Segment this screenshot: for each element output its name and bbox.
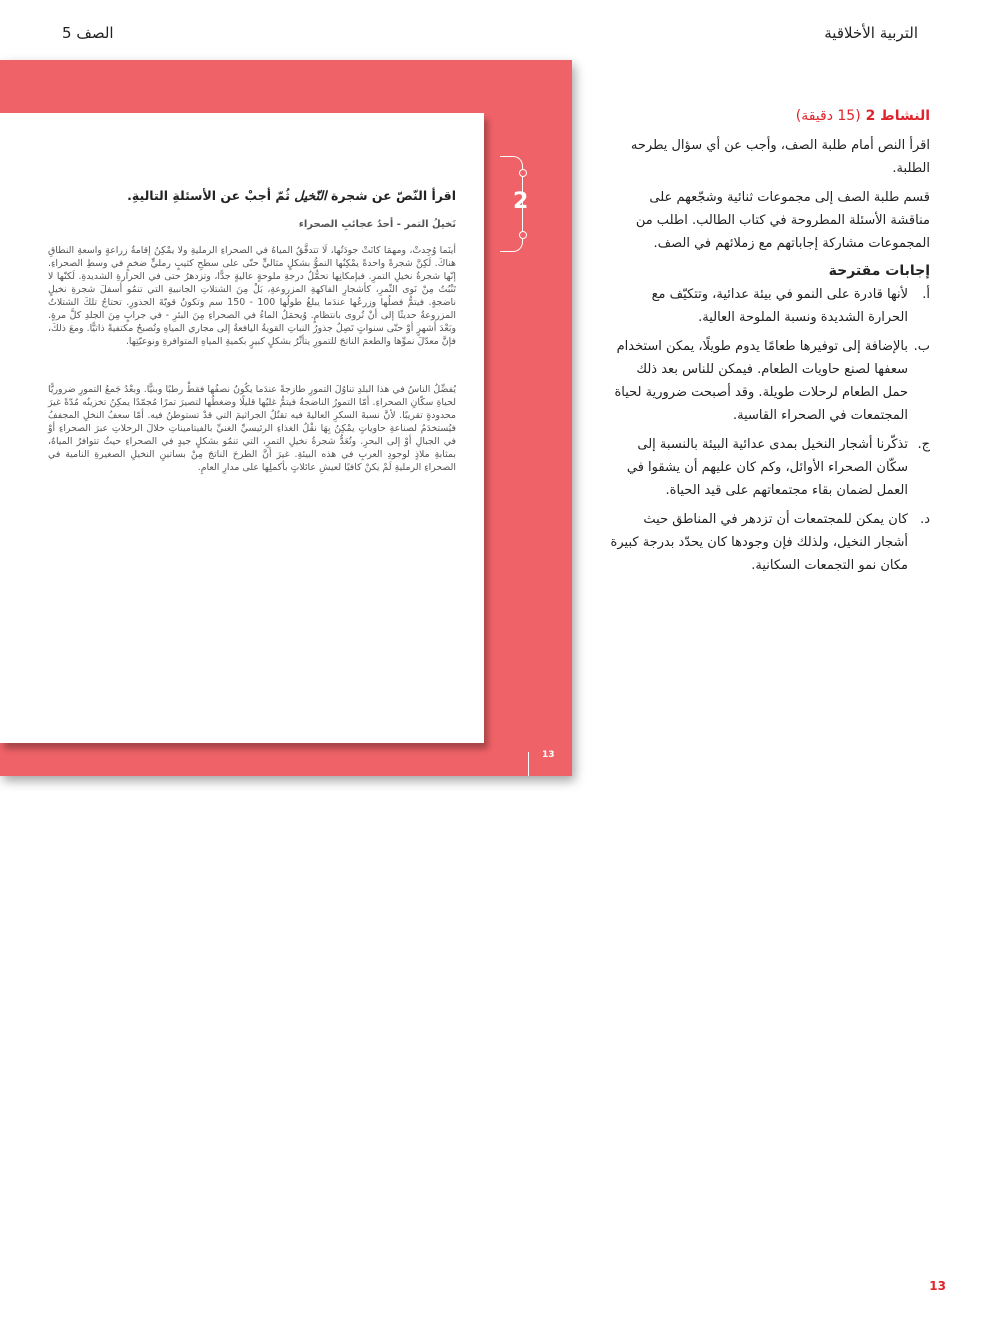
activity-title: النشاط 2 (15 دقيقة) <box>795 108 930 124</box>
title-emphasis: النّخيل <box>294 188 327 203</box>
activity-duration: (15 دقيقة) <box>795 108 861 124</box>
book-page-title: اقرأ النّصّ عن شجرة النّخيل ثُمّ أجبْ عن الأسئلةِ التاليةِ. <box>127 188 456 203</box>
answer-letter: د. <box>920 512 930 527</box>
answers-heading: إجابات مقترحة <box>828 263 930 279</box>
book-page-subtitle: نَخيلُ التمر - أحدُ عجائبِ الصحراء <box>298 219 456 230</box>
answer-item <box>608 335 930 427</box>
teacher-guide-column <box>608 108 930 583</box>
answer-item <box>608 508 930 577</box>
lesson-number: 2 <box>513 189 529 214</box>
page-number: 13 <box>929 1279 946 1293</box>
answer-item <box>608 283 930 329</box>
answer-text: تذكّرنا أشجار النخيل بمدى عدائية البيئة بالنسبة إلى سكّان الصحراء الأوائل، وكم كان عليهم أن يشقوا في العمل لضمان بقاء مجتمعاتهم على قيد الحياة. <box>626 437 908 498</box>
guide-paragraph-2: قسم طلبة الصف إلى مجموعات ثنائية وشجّعهم على مناقشة الأسئلة المطروحة في كتاب الطالب. اطلب من المجموعات مشاركة إجاباتهم مع زملائهم في الصف. <box>635 190 930 251</box>
answer-text: بالإضافة إلى توفيرها طعامًا يدوم طويلًا، يمكن استخدام سعفها لصنع حاويات الطعام. فيمكن للناس بعد ذلك حمل الطعام لرحلات طويلة. وقد أصبحت ضرورية لحياة المجتمعات في الصحراء القاسية. <box>614 339 908 423</box>
guide-paragraph-1: اقرأ النص أمام طلبة الصف، وأجب عن أي سؤال يطرحه الطلبة. <box>630 138 930 176</box>
header-subject: التربية الأخلاقية <box>824 24 918 42</box>
answer-letter: ب. <box>913 339 930 354</box>
answers-list <box>608 283 930 577</box>
book-paragraph-2: يُفضِّلُ الناسُ في هذا البلدِ تناوُلَ التمورِ طازجةً عندَما يكُونُ نصفُها فقطْ رطبًا وبنيًّا. وبعْدُ جَمعُ التمورِ ضروريًّا لحياةِ سكّانِ الصحراءِ. أمّا التمورُ الناضجةُ فيتمُّ غليُها قليلًا وضغطُها لتصيرَ تمرًا مُجمّدًا يمكِنُ تخزينُه مُدّةً غيرَ محدودةٍ تقريبًا. لأنَّ نسبةَ السكرِ العاليةَ فيه تقتُلُ الجراثيمَ التي قدْ تستوطنُ فيه. أمّا سعفُ النخلِ المجففُ فيُستخدَمُ لصناعةِ حاوياتٍ يمْكِنُ بِهَا نقْلُ الغذاءِ الرئيسيِّ الغنيِّ بالفيتاميناتِ خلالَ الرحلاتِ عبرَ الصحراءِ أوْ في الجبالِ أوْ إلى البحرِ. وتُعَدُّ شجرةُ نخيلِ التمرِ، التي تنمُو بشكلٍ جيدٍ في الصحراءِ حيثُ تتوافرُ المياهُ، بمثابةِ ملاذٍ لوجودِ العربِ في هذه البيئةِ. غيرَ أنَّ الطرحَ الناتجَ مِنْ بساتينِ النخيلِ الصغيرةِ النامية في الصحراءِ الرمليةِ لَمْ يكنْ كافيًا لعيشِ عائلاتٍ بأكملِها على مدارِ العامِ. <box>48 384 456 473</box>
header-grade: الصف 5 <box>62 24 114 42</box>
book-footer-divider <box>528 752 529 776</box>
book-paragraph-1: أينَما وُجِدتْ، ومهمَا كانَتْ جودَتُها، لَا تتدفَّقُ المياهُ في الصحراءِ الرمليةِ ولا يمْكِنُ إقامةُ زراعةٍ واسعةِ النطاقِ هناكَ. لَكِنَّ شجرةً واحدةً يمْكِنُها النموُّ بشكلٍ مثاليٍّ حتّى على سطحِ كثيبٍ رمليٍّ ضخمٍ في وسطِ الصحراءِ. إنّها شجرةُ نخيلِ التمرِ. فبإمكانِها تحمُّلُ درجةِ ملوحةٍ عاليةٍ جدًّا، وتزدهرُ حتى في الحرارةِ الشديدةِ. لَكنّها لا تَنْبُتُ مِنْ نَوى الثّمرِ، كأشجارِ الفاكهةِ المزروعةِ، بَلْ مِنَ الشتلاتِ الجانبيةِ التي تنمُو أسفلَ شجرةِ نخيلٍ ناضجةٍ. فيتمُّ فصلُها وزرعُها عندَما يبلغُ طولُها 100 - 150 سم وتكونُ قويّةَ الجذورِ. تحتاجُ تلكَ الشتلاتُ المزروعةُ حديثًا إلى أنْ تُروى بانتظامٍ. وُيحمَلُ الماءُ في الصحراءِ مِنَ البئرِ - في جرابٍ مِنَ الجلدِ كلَّ مرةٍ. وبَعْدَ أشهرٍ أوْ حتّى سنواتٍ تَصِلُ جذورُ النباتِ القويةُ اليافعةُ إلى مجاري المياهِ وتُصبحُ مكتفيةً ذاتيًّا. ومعَ ذلكَ، فإنَّ معدّلَ نموِّها والطعمَ الناتجَ للتمورِ يتأثّرُ بشكلٍ كبيرٍ بكميةِ المياهِ المتوافرةِ ونوعيّتِها. <box>48 245 457 347</box>
answer-text: لأنها قادرة على النمو في بيئة عدائية، وتتكيّف مع الحرارة الشديدة ونسبة الملوحة العالية. <box>651 287 908 325</box>
answer-item <box>608 433 930 502</box>
book-page-number: 13 <box>542 750 555 760</box>
answer-letter: ج. <box>917 437 930 452</box>
answer-letter: أ. <box>922 287 930 302</box>
answer-text: كان يمكن للمجتمعات أن تزدهر في المناطق حيث أشجار النخيل، ولذلك فإن وجودها كان يحدّد بدرجة كبيرة مكان نمو التجمعات السكانية. <box>610 512 908 573</box>
